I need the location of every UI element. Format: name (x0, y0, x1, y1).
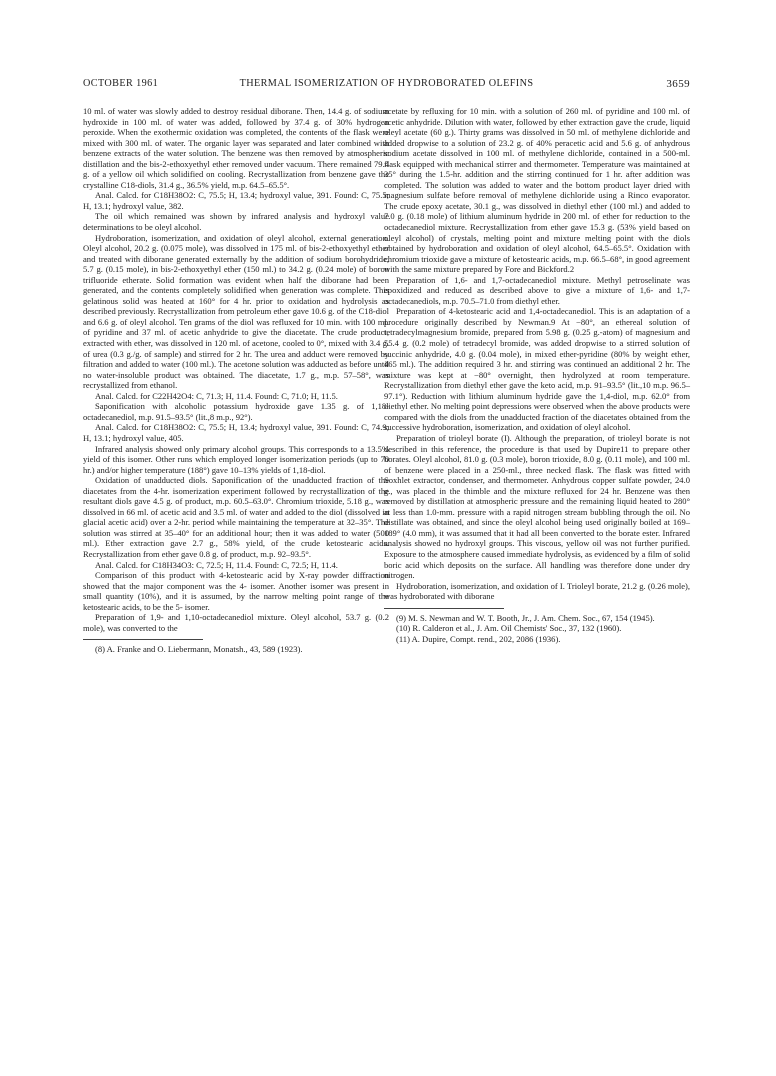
paragraph: Preparation of 1,6- and 1,7-octadecanediol mixture. Methyl petroselinate was epoxidized and reduced as described above to give a mixture of 1,6- and 1,7-octadecanediols, m.p. 70.5–71.0 from diethyl ether. (384, 274, 690, 306)
header-title: THERMAL ISOMERIZATION OF HYDROBORATED OLEFINS (239, 78, 534, 89)
paragraph: Hydroboration, isomerization, and oxidation of I. Trioleyl borate, 21.2 g. (0.26 mole), was hydroborated with diborane (384, 580, 690, 602)
paragraph: Preparation of 1,9- and 1,10-octadecanediol mixture. Oleyl alcohol, 53.7 g. (0.2 mole), was converted to the (83, 612, 389, 633)
footnote: (9) M. S. Newman and W. T. Booth, Jr., J. Am. Chem. Soc., 67, 154 (1945). (396, 612, 655, 623)
paragraph: Anal. Calcd. for C22H42O4: C, 71.3; H, 11.4. Found: C, 71.0; H, 11.5. (95, 390, 338, 401)
running-header (83, 78, 690, 92)
page-number: 3659 (666, 78, 690, 90)
left-column (83, 106, 389, 655)
right-column (384, 106, 690, 644)
header-date: OCTOBER 1961 (83, 78, 159, 89)
paragraph: 10 ml. of water was slowly added to destroy residual diborane. Then, 14.4 g. of sodium hydroxide in 100 ml. of water was added, followed by 37.4 g. of 30% hydrogen peroxide. When the exothermic oxidation was completed, the contents of the flask were mixed with 300 ml. of water. The organic layer was separated and later combined with benzene extracts of the water solution. The benzene was then removed by atmospheric distillation and the bis-2-ethoxyethyl ether removed under vacuum. There remained 79.4 g. of a yellow oil which solidified on cooling. Recrystallization from benzene gave the crystalline C18-diols, 31.4 g., 36.5% yield, m.p. 64.5–65.5°. (83, 106, 389, 190)
paragraph: Preparation of trioleyl borate (I). Although the preparation, of trioleyl borate is not described in this reference, the procedure is that used by Dupire11 to prepare other borates. Oleyl alcohol, 81.0 g. (0.3 mole), boron trioxide, 8.0 g. (0.11 mole), and 100 ml. of benzene were placed in a 250-ml., three necked flask. The flask was fitted with Soxhlet extractor, condenser, and thermometer. Anhydrous copper sulfate powder, 24.0 g., was placed in the thimble and the mixture refluxed for 24 hr. Benzene was then removed by distillation at atmospheric pressure and the remaining liquid heated to 280° at less than 1.0-mm. pressure with a rapid nitrogen stream bubbling through the oil. No distillate was obtained, and since the oleyl alcohol being used originally boiled at 169–189° (4.0 mm), it was assumed that it had all been converted to the borate ester. Infrared analysis showed no hydroxyl groups. This viscous, yellow oil was not further purified. Exposure to the atmosphere caused immediate hydrolysis, as evidenced by a film of solid boric acid which deposits on the surface. All handling was therefore done under dry nitrogen. (384, 432, 690, 581)
paragraph: The oil which remained was shown by infrared analysis and hydroxyl value determinations to be oleyl alcohol. (83, 211, 389, 233)
paragraph: Comparison of this product with 4-ketostearic acid by X-ray powder diffraction showed that the major component was the 4- isomer. Another isomer was present in small quantity (10%), and it is assumed, by the narrow melting point range of the ketostearic acids, to be the 5- isomer. (83, 570, 389, 612)
paragraph: acetate by refluxing for 10 min. with a solution of 260 ml. of pyridine and 100 ml. of acetic anhydride. Dilution with water, followed by ether extraction gave the crude, liquid oleyl acetate (60 g.). Thirty grams was dissolved in 50 ml. of methylene dichloride and added dropwise to a solution of 23.2 g. of 40% peracetic acid and 5.6 g. of anhydrous sodium acetate dissolved in 100 ml. of methylene dichloride, contained in a 500-ml. flask equipped with mechanical stirrer and thermometer. Temperature was maintained at 35° during the 1.5-hr. addition and the stirring continued for 1 hr. after addition was completed. The solution was added to water and the bottom product layer dried with magnesium sulfate before removal of methylene dichloride using a Rinco evaporator. The crude epoxy acetate, 30.1 g., was dissolved in diethyl ether (100 ml.) and added to 7.0 g. (0.18 mole) of lithium aluminum hydride in 200 ml. of ether for reduction to the octadecanediol mixture. Recrystallization from ether gave 15.3 g. (53% yield based on oleyl alcohol) of crystals, melting point and mixture melting point with the diols obtained by hydroboration and oxidation of oleyl alcohol, 64.5–65.5°. Oxidation with chromium trioxide gave a mixture of ketostearic acids, m.p. 66.5–68°, in good agreement with the same mixture prepared by Fore and Bickford.2 (384, 106, 690, 275)
footnote: (11) A. Dupire, Compt. rend., 202, 2086 (1936). (396, 633, 561, 644)
footnote: (8) A. Franke and O. Liebermann, Monatsh., 43, 589 (1923). (95, 644, 303, 655)
paragraph: Oxidation of unadducted diols. Saponification of the unadducted fraction of the diacetates from the 4-hr. isomerization experiment followed by recrystallization of the resultant diols gave 4.5 g. of product, m.p. 60.5–63.0°. Chromium trioxide, 5.18 g., was dissolved in 66 ml. of acetic acid and 3.5 ml. of water and added to the diol (dissolved in glacial acetic acid) over a 2-hr. period while maintaining the temperature at 32–35°. The solution was stirred at 35–40° for an additional hour; then it was added to water (500 ml.). Ether extraction gave 2.7 g., 58% yield, of the crude ketostearic acids. Recrystallization from ether gave 0.8 g. of product, m.p. 92–93.5°. (83, 475, 389, 559)
paragraph: Anal. Calcd. for C18H34O3: C, 72.5; H, 11.4. Found: C, 72.5; H, 11.4. (95, 559, 338, 570)
paragraph: Infrared analysis showed only primary alcohol groups. This corresponds to a 13.5% yield of this isomer. Other runs which employed longer isomerization periods (up to 70 hr.) and/or higher temperature (188°) gave 10–13% yields of 1,18-diol. (83, 443, 389, 475)
footnote-rule (384, 608, 504, 609)
paragraph: Anal. Calcd. for C18H38O2: C, 75.5; H, 13.4; hydroxyl value, 391. Found: C, 74.9; H, 13.1; hydroxyl value, 405. (83, 422, 389, 443)
footnote-rule (83, 639, 203, 640)
footnote: (10) R. Calderon et al., J. Am. Oil Chemists' Soc., 37, 132 (1960). (396, 623, 622, 634)
paragraph: Hydroboration, isomerization, and oxidation of oleyl alcohol, external generation. Oleyl alcohol, 20.2 g. (0.075 mole), was dissolved in 175 ml. of bis-2-ethoxyethyl ether and treated with diborane generated externally by the addition of sodium borohydride, 5.7 g. (0.15 mole), in bis-2-ethoxyethyl ether (150 ml.) to 34.2 g. (0.24 mole) of boron trifluoride etherate. Solid formation was evident when half the diborane had been generated, and the contents completely solidified when generation was complete. This gelatinous solid was heated at 160° for 4 hr. prior to oxidation and hydrolysis as described previously. Recrystallization from petroleum ether gave 10.6 g. of the C18-diol and 6.6 g. of oleyl alcohol. Ten grams of the diol was refluxed for 10 min. with 100 ml. of pyridine and 37 ml. of acetic anhydride to give the diacetate. The crude product, extracted with ether, was dissolved in 120 ml. of acetone, cooled to 0°, mixed with 3.4 g. of urea (0.3 g./g. of sample) and stirred for 2 hr. The urea and adduct were removed by filtration and added to water (100 ml.). The acetone solution was adducted as before until no water-insoluble product was obtained. The diacetate, 1.7 g., m.p. 57–58°, was recrystallized from ethanol. (83, 232, 389, 391)
paragraph: Anal. Calcd. for C18H38O2: C, 75.5; H, 13.4; hydroxyl value, 391. Found: C, 75.5; H, 13.1; hydroxyl value, 382. (83, 190, 389, 211)
paragraph: Preparation of 4-ketostearic acid and 1,4-octadecanediol. This is an adaptation of a procedure originally described by Newman.9 At −80°, an ethereal solution of tetradecylmagnesium bromide, prepared from 5.98 g. (0.25 g.-atom) of magnesium and 55.4 g. (0.2 mole) of tetradecyl bromide, was added dropwise to a stirred solution of succinic anhydride, 4.0 g. (0.04 mole), in mixed ether-pyridine (80% by weight ether, 465 ml.). The addition required 3 hr. and stirring was continued an additional 2 hr. The mixture was kept at −80° overnight, then hydrolyzed at room temperature. Recrystallization from diethyl ether gave the keto acid, m.p. 91–93.5° (lit.,10 m.p. 96.5–97.1°). Reduction with lithium aluminum hydride gave the 1,4-diol, m.p. 62.0° from diethyl ether. No melting point depressions were observed when the above products were compared with the diols from the unadducted fraction of the diacetates obtained from the successive hydroboration, isomerization, and oxidation of oleyl alcohol. (384, 306, 690, 433)
paragraph: Saponification with alcoholic potassium hydroxide gave 1.35 g. of 1,18-octadecanediol, m.p. 91.5–93.5° (lit.,8 m.p., 92°). (83, 401, 389, 422)
